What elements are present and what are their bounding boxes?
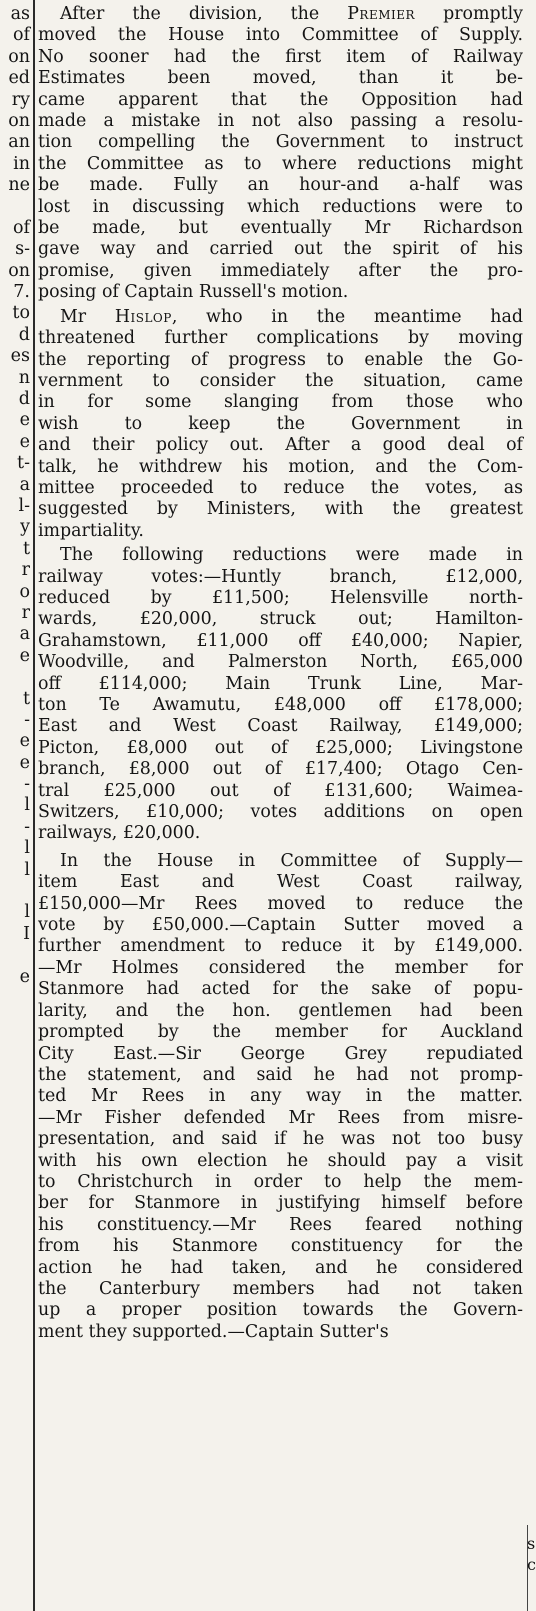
text-line: the statement, and said he had not promp- <box>38 1064 523 1085</box>
left-fragment-line: ry <box>11 89 30 110</box>
text-line: moved the House into Committee of Supply. <box>38 25 523 46</box>
left-fragment-line: e <box>19 731 30 752</box>
text-line: suggested by Ministers, with the greatest <box>38 499 523 520</box>
text-line: ment they supported.—Captain Sutter's <box>38 1321 389 1342</box>
text-line: In the House in Committee of Supply— <box>60 850 523 871</box>
left-fragment-line: r <box>21 560 30 581</box>
text-line: Grahamstown, £11,000 off £40,000; Napier, <box>38 630 523 651</box>
text-line: reduced by £11,500; Helensville north- <box>38 587 523 608</box>
left-fragment-line <box>0 197 30 218</box>
left-fragment-line: to <box>12 303 30 324</box>
text-line: No sooner had the first item of Railway <box>38 46 523 67</box>
text-line: mittee proceeded to reduce the votes, as <box>38 477 523 498</box>
text-line: ber for Stanmore in justifying himself before <box>38 1193 523 1214</box>
left-fragment-line: d <box>18 389 30 410</box>
text-line: branch, £8,000 out of £17,400; Otago Cen- <box>38 759 523 780</box>
text-line: ted Mr Rees in any way in the matter. <box>38 1086 523 1107</box>
text-line: The following reductions were made in <box>60 545 523 566</box>
left-fragment-line: - <box>24 709 30 730</box>
text-line: railway votes:—Huntly branch, £12,000, <box>38 566 523 587</box>
text-line: and their policy out. After a good deal of <box>38 435 523 456</box>
text-line: Woodville, and Palmerston North, £65,000 <box>38 652 523 673</box>
left-fragment-line: l- <box>18 495 30 516</box>
right-column-fragment <box>527 1533 535 1575</box>
text-line: impartiality. <box>38 520 144 541</box>
left-fragment-line: as <box>10 4 30 24</box>
left-fragment-line: l <box>24 838 30 859</box>
right-fragment-line: s <box>527 1534 536 1553</box>
left-fragment-line: 7. <box>13 282 30 303</box>
article-column <box>38 0 523 1343</box>
text-line: wish to keep the Government in <box>38 413 523 434</box>
text-line: wards, £20,000, struck out; Hamilton- <box>38 609 523 630</box>
left-fragment-line: - <box>24 774 30 795</box>
left-fragment-line <box>0 881 30 902</box>
text-line: Mr Hislop, who in the meantime had <box>60 306 523 327</box>
text-line: prompted by the member for Auckland <box>38 1022 523 1043</box>
text-line: Stanmore had acted for the sake of popu- <box>38 979 523 1000</box>
text-line: presentation, and said if he was not too busy <box>38 1129 523 1150</box>
text-line: City East.—Sir George Grey repudiated <box>38 1043 523 1064</box>
text-line: —Mr Holmes considered the member for <box>38 957 523 978</box>
left-fragment-line: - <box>24 816 30 837</box>
left-fragment-line: of <box>12 25 30 46</box>
left-fragment-line: n <box>18 367 30 388</box>
left-fragment-line: I <box>23 923 30 944</box>
text-line: vernment to consider the situation, came <box>38 370 523 391</box>
left-fragment-line: y <box>20 517 30 538</box>
text-line: be made, but eventually Mr Richardson <box>38 218 523 239</box>
text-line: ton Te Awamutu, £48,000 off £178,000; <box>38 695 523 715</box>
text-line: further amendment to reduce it by £149,000. <box>38 936 523 957</box>
text-line: up a proper position towards the Govern- <box>38 1300 523 1321</box>
text-line: posing of Captain Russell's motion. <box>38 282 349 303</box>
left-fragment-line: r <box>21 602 30 623</box>
left-fragment-line: l <box>24 902 30 923</box>
paragraph-committee-of-supply <box>38 851 523 1343</box>
left-fragment-line: e <box>19 966 30 987</box>
text-line: tral £25,000 out of £131,600; Waimea- <box>38 780 523 801</box>
left-fragment-line: es <box>10 346 30 367</box>
left-fragment-line: l <box>24 859 30 880</box>
text-line: from his Stanmore constituency for the <box>38 1236 523 1257</box>
left-fragment-line <box>0 667 30 688</box>
left-fragment-line: a <box>19 624 30 645</box>
left-fragment-line: d <box>18 324 30 345</box>
text-line: item East and West Coast railway, <box>38 872 523 893</box>
text-line: After the division, the Premier promptly <box>60 4 523 24</box>
text-line: the Committee as to where reductions might <box>38 153 523 174</box>
left-fragment-line: e <box>19 645 30 666</box>
left-fragment-line: on <box>8 110 30 131</box>
left-fragment-line: e <box>19 752 30 773</box>
text-line: tion compelling the Government to instruct <box>38 132 523 153</box>
left-fragment-line: of <box>12 217 30 238</box>
text-line: larity, and the hon. gentlemen had been <box>38 1000 523 1021</box>
text-line: lost in discussing which reductions were to <box>38 196 523 217</box>
left-column-fragment <box>0 4 30 988</box>
left-fragment-line: on <box>8 46 30 67</box>
left-fragment-line: on <box>8 260 30 281</box>
right-fragment-line: c <box>527 1555 536 1574</box>
left-fragment-line: in <box>13 153 30 174</box>
left-fragment-line: t <box>22 688 30 709</box>
text-line: off £114,000; Main Trunk Line, Mar- <box>38 673 523 694</box>
text-line: Switzers, £10,000; votes additions on open <box>38 802 523 823</box>
text-line: the Canterbury members had not taken <box>38 1278 523 1299</box>
text-line: vote by £50,000.—Captain Sutter moved a <box>38 915 523 936</box>
left-fragment-line: e <box>19 410 30 431</box>
text-line: came apparent that the Opposition had <box>38 89 523 110</box>
text-line: with his own election he should pay a visit <box>38 1150 523 1171</box>
left-fragment-line: l <box>24 795 30 816</box>
text-line: £150,000—Mr Rees moved to reduce the <box>38 893 523 914</box>
left-fragment-line <box>0 945 30 966</box>
left-fragment-line: ne <box>8 175 30 196</box>
text-line: his constituency.—Mr Rees feared nothing <box>38 1214 523 1235</box>
text-line: be made. Fully an hour-and a-half was <box>38 175 523 196</box>
text-line: East and West Coast Railway, £149,000; <box>38 716 523 737</box>
left-fragment-line: t <box>22 538 30 559</box>
left-fragment-line: s- <box>15 239 30 260</box>
paragraph-reductions <box>38 545 523 845</box>
column-rule <box>33 0 35 1611</box>
text-line: promise, given immediately after the pro- <box>38 260 523 281</box>
text-line: made a mistake in not also passing a resolu- <box>38 111 523 132</box>
text-line: gave way and carried out the spirit of his <box>38 239 523 260</box>
text-line: Picton, £8,000 out of £25,000; Livingstone <box>38 737 523 758</box>
text-line: in for some slanging from those who <box>38 392 523 413</box>
left-fragment-line: a <box>19 474 30 495</box>
left-fragment-line: t- <box>17 453 30 474</box>
left-fragment-line: an <box>8 132 30 153</box>
text-line: the reporting of progress to enable the Go- <box>38 349 523 370</box>
text-line: action he had taken, and he considered <box>38 1257 523 1278</box>
left-fragment-line: ed <box>8 68 30 89</box>
text-line: —Mr Fisher defended Mr Rees from misre- <box>38 1107 523 1128</box>
paragraph-hislop <box>38 307 523 542</box>
left-fragment-line: o <box>19 581 30 602</box>
paragraph-division <box>38 0 523 304</box>
text-line: to Christchurch in order to help the mem- <box>38 1171 523 1192</box>
text-line: railways, £20,000. <box>38 823 201 844</box>
left-fragment-line: e <box>19 431 30 452</box>
text-line: talk, he withdrew his motion, and the Com- <box>38 456 523 477</box>
text-line: Estimates been moved, than it be- <box>38 68 523 89</box>
text-line: threatened further complications by moving <box>38 328 523 349</box>
